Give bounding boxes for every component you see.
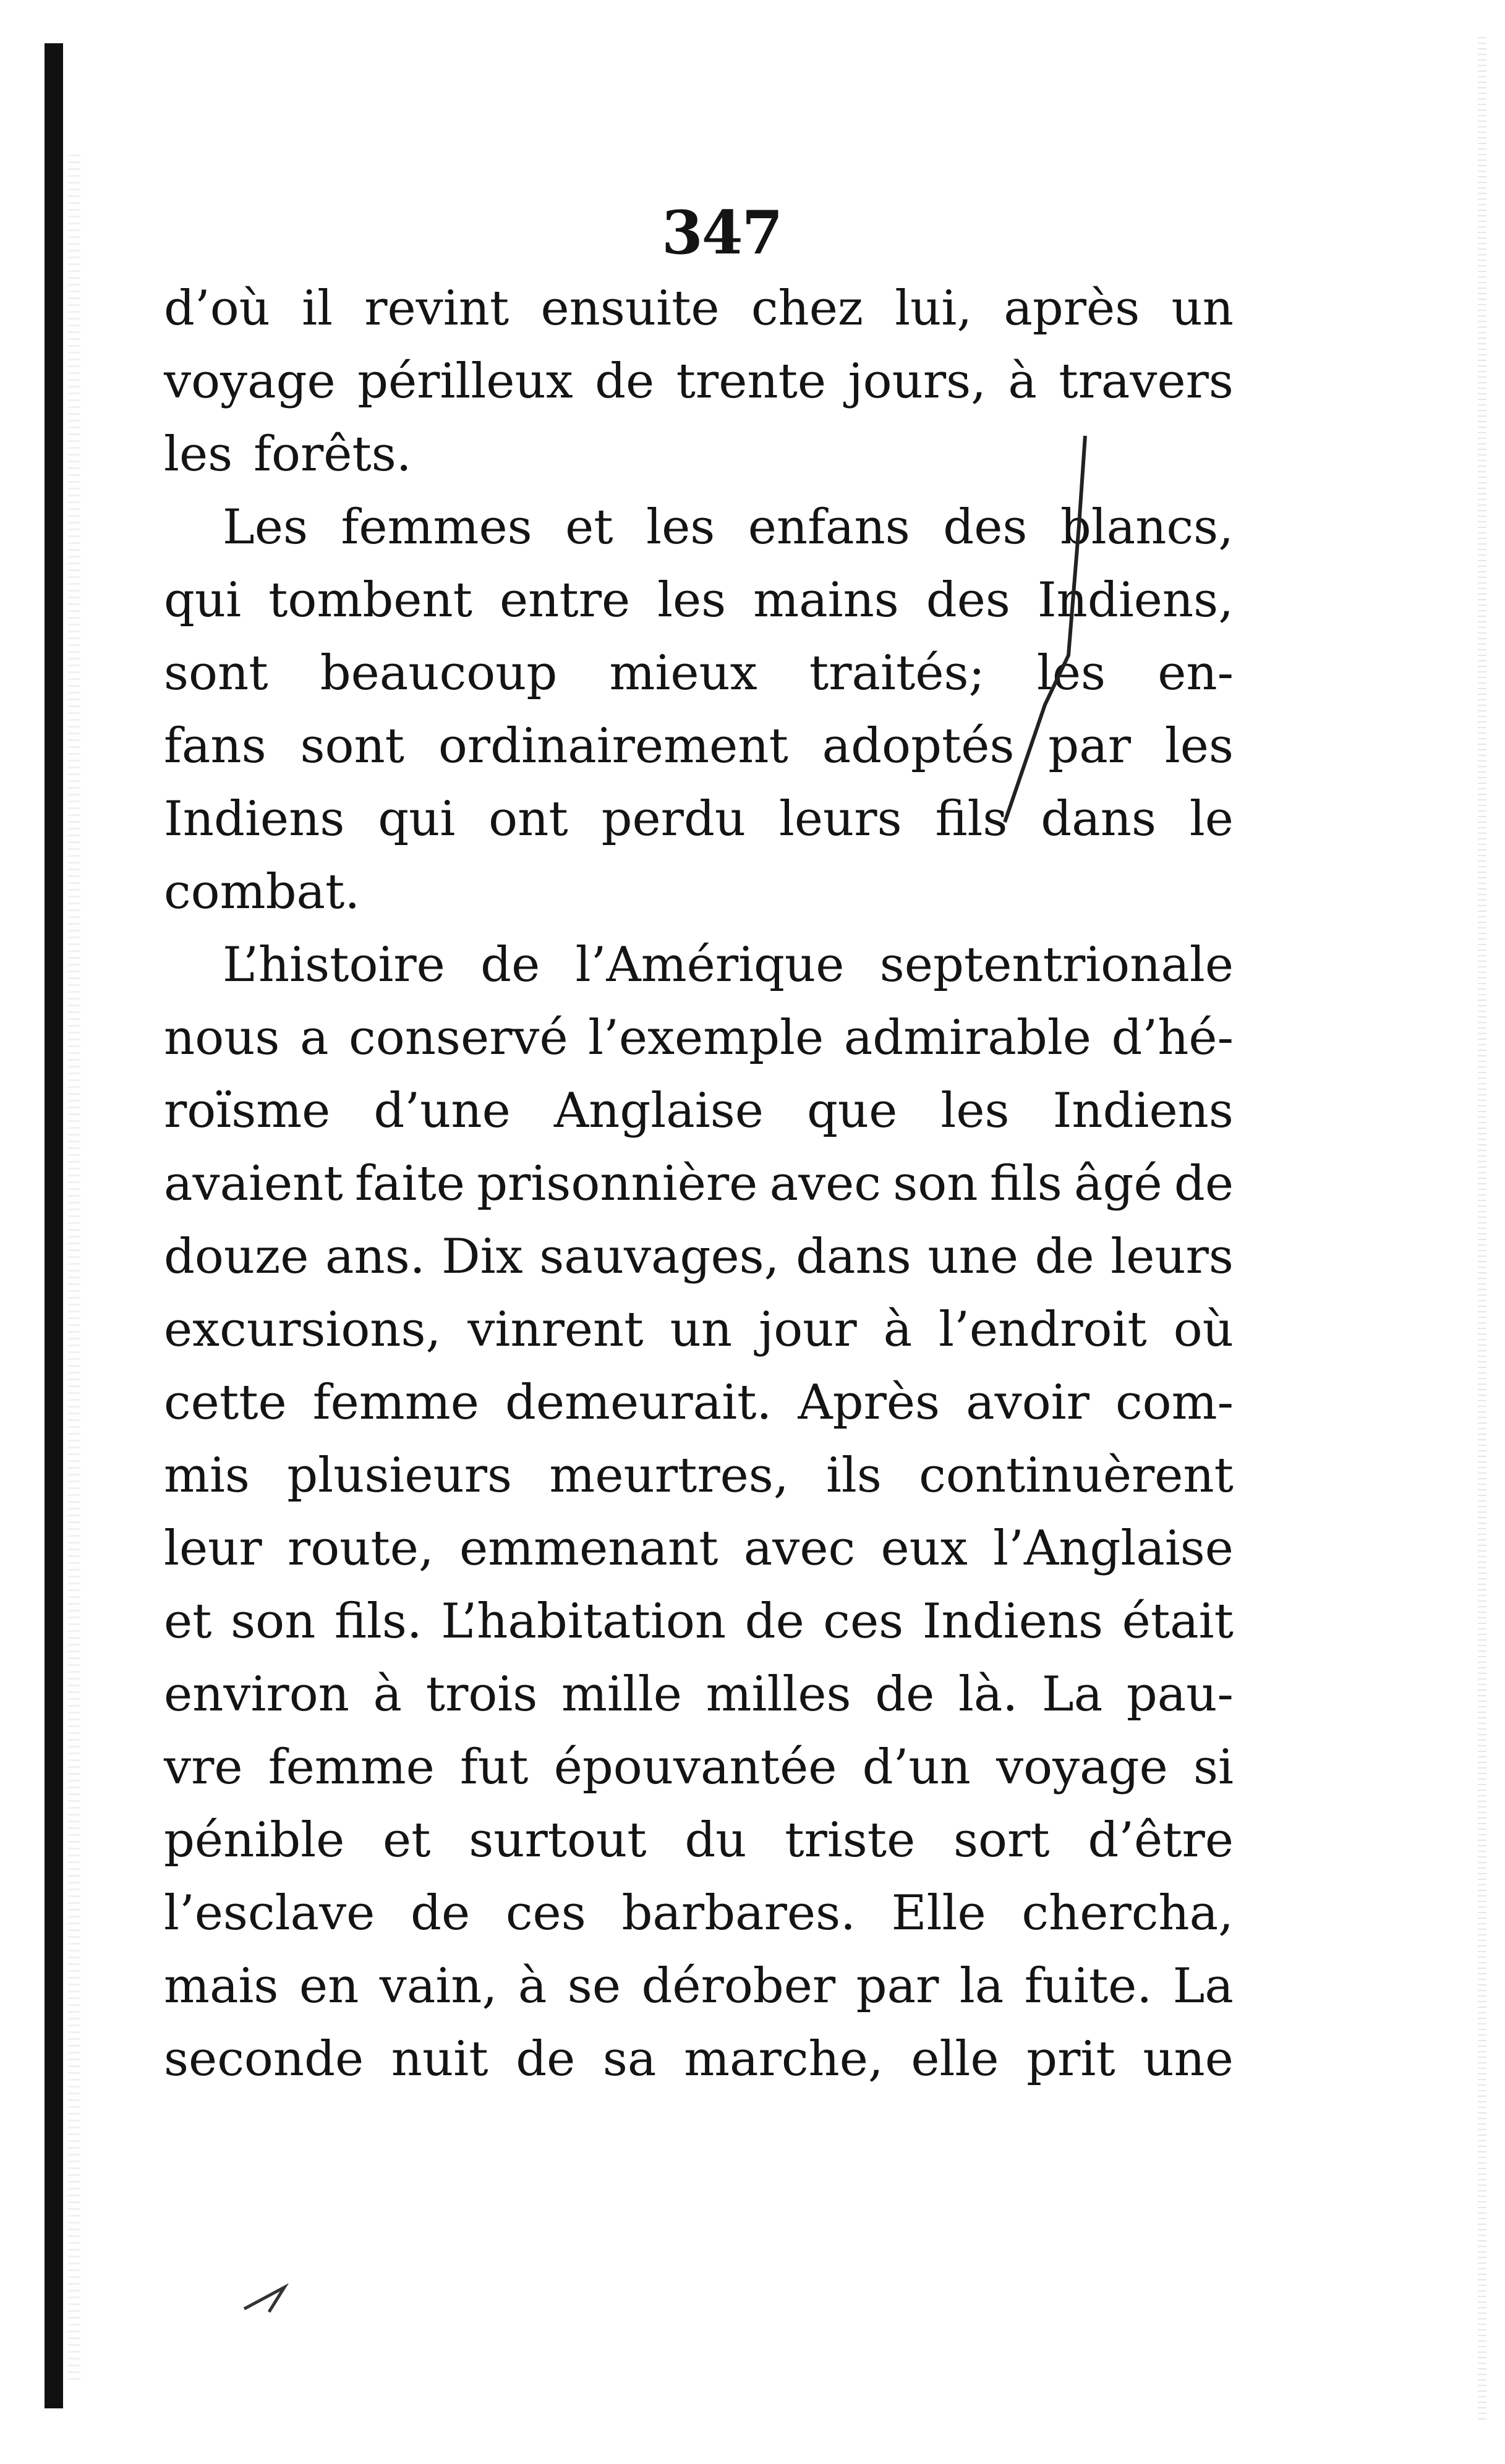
text-line: fans sont ordinairement adoptés par les xyxy=(164,718,1234,774)
text-line: mais en vain, à se dérober par la fuite. La xyxy=(164,1958,1234,2014)
text-line: leur route, emmenant avec eux l’Anglaise xyxy=(164,1521,1234,1576)
page-number: 347 xyxy=(662,198,782,268)
text-line: seconde nuit de sa marche, elle prit une xyxy=(164,2031,1234,2087)
text-line: d’où il revint ensuite chez lui, après un xyxy=(164,281,1234,336)
gutter-speckle xyxy=(68,155,80,2380)
text-line: L’histoire de l’Amérique septentrionale xyxy=(223,937,1234,993)
body-text xyxy=(164,272,1234,2096)
text-line: et son fils. L’habitation de ces Indiens était xyxy=(164,1594,1234,1649)
text-line: douze ans. Dix sauvages, dans une de leurs xyxy=(164,1229,1234,1285)
text-line: Indiens qui ont perdu leurs fils dans le xyxy=(164,791,1234,847)
text-line: combat. xyxy=(164,864,360,920)
text-line: l’esclave de ces barbares. Elle chercha, xyxy=(164,1885,1234,1941)
text-line: voyage périlleux de trente jours, à travers xyxy=(164,354,1234,409)
text-line: vre femme fut épouvantée d’un voyage si xyxy=(164,1740,1234,1795)
text-line: nous a conservé l’exemple admirable d’hé- xyxy=(164,1010,1234,1066)
text-line: Les femmes et les enfans des blancs, xyxy=(223,499,1234,555)
text-line: roïsme d’une Anglaise que les Indiens xyxy=(164,1083,1234,1139)
text-line: excursions, vinrent un jour à l’endroit où xyxy=(164,1302,1234,1357)
page-edge xyxy=(1478,37,1486,2423)
text-line: pénible et surtout du triste sort d’être xyxy=(164,1812,1234,1868)
text-line: qui tombent entre les mains des Indiens, xyxy=(164,572,1234,628)
text-line: les forêts. xyxy=(164,427,412,482)
text-line: mis plusieurs meurtres, ils continuèrent xyxy=(164,1448,1234,1503)
text-line: avaient faite prisonnière avec son fils âgé de xyxy=(164,1156,1234,1212)
binding-edge xyxy=(45,43,63,2408)
text-line: environ à trois mille milles de là. La pau- xyxy=(164,1667,1234,1722)
text-line: sont beaucoup mieux traités; les en- xyxy=(164,645,1234,701)
text-line: cette femme demeurait. Après avoir com- xyxy=(164,1375,1234,1430)
